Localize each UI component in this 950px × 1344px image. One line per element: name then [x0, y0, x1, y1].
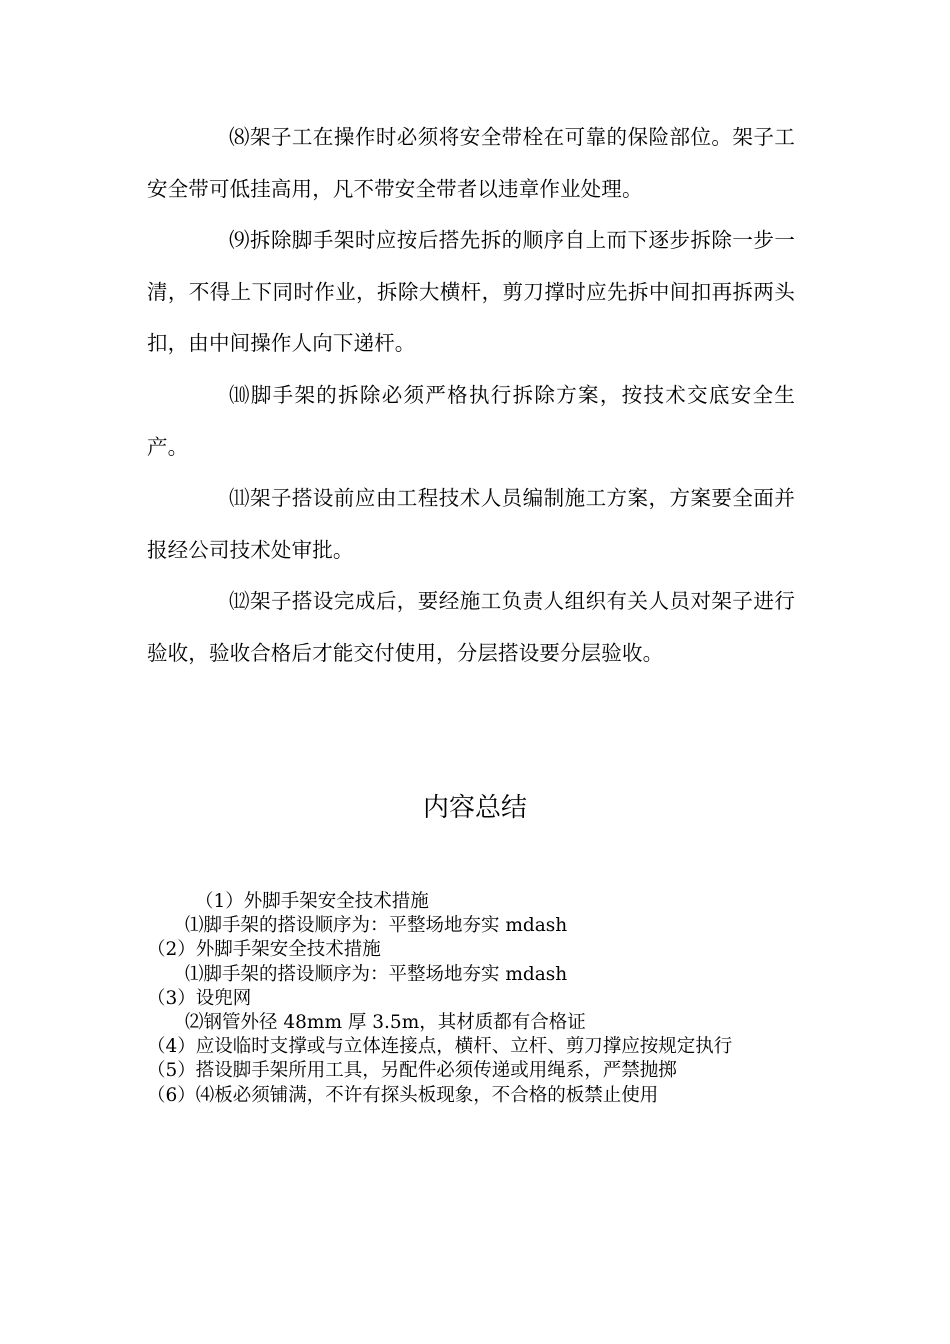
- paragraph-10: ⑽脚手架的拆除必须严格执行拆除方案，按技术交底安全生产。: [147, 382, 795, 459]
- summary-line: ⑴脚手架的搭设顺序为：平整场地夯实 mdash: [185, 963, 568, 985]
- summary-line: （5）搭设脚手架所用工具，另配件必须传递或用绳系，严禁抛掷: [147, 1060, 677, 1082]
- paragraph-12: ⑿架子搭设完成后，要经施工负责人组织有关人员对架子进行验收，验收合格后才能交付使用，分层搭设要分层验收。: [147, 589, 795, 665]
- summary-line: （6）⑷板必须铺满，不许有探头板现象，不合格的板禁止使用: [147, 1084, 659, 1106]
- summary-line: ⑵钢管外径 48mm 厚 3.5m，其材质都有合格证: [185, 1012, 586, 1034]
- summary-line: （2）外脚手架安全技术措施: [147, 939, 381, 961]
- summary-list: [147, 890, 827, 1108]
- summary-title: 内容总结: [422, 793, 527, 823]
- summary-line: （1）外脚手架安全技术措施: [195, 891, 429, 912]
- paragraph-11: ⑾架子搭设前应由工程技术人员编制施工方案，方案要全面并报经公司技术处审批。: [147, 486, 795, 562]
- summary-line: （4）应设临时支撑或与立体连接点，横杆、立杆、剪刀撑应按规定执行: [147, 1036, 733, 1058]
- paragraph-9: ⑼拆除脚手架时应按后搭先拆的顺序自上而下逐步拆除一步一清，不得上下同时作业，拆除大横杆，剪刀撑时应先拆中间扣再拆两头扣，由中间操作人向下递杆。: [147, 228, 795, 356]
- summary-line: ⑴脚手架的搭设顺序为：平整场地夯实 mdash: [185, 915, 568, 937]
- summary-line: （3）设兜网: [147, 987, 252, 1009]
- body-text: [147, 112, 795, 680]
- paragraph-8: ⑻架子工在操作时必须将安全带栓在可靠的保险部位。架子工安全带可低挂高用，凡不带安全带者以违章作业处理。: [147, 125, 795, 201]
